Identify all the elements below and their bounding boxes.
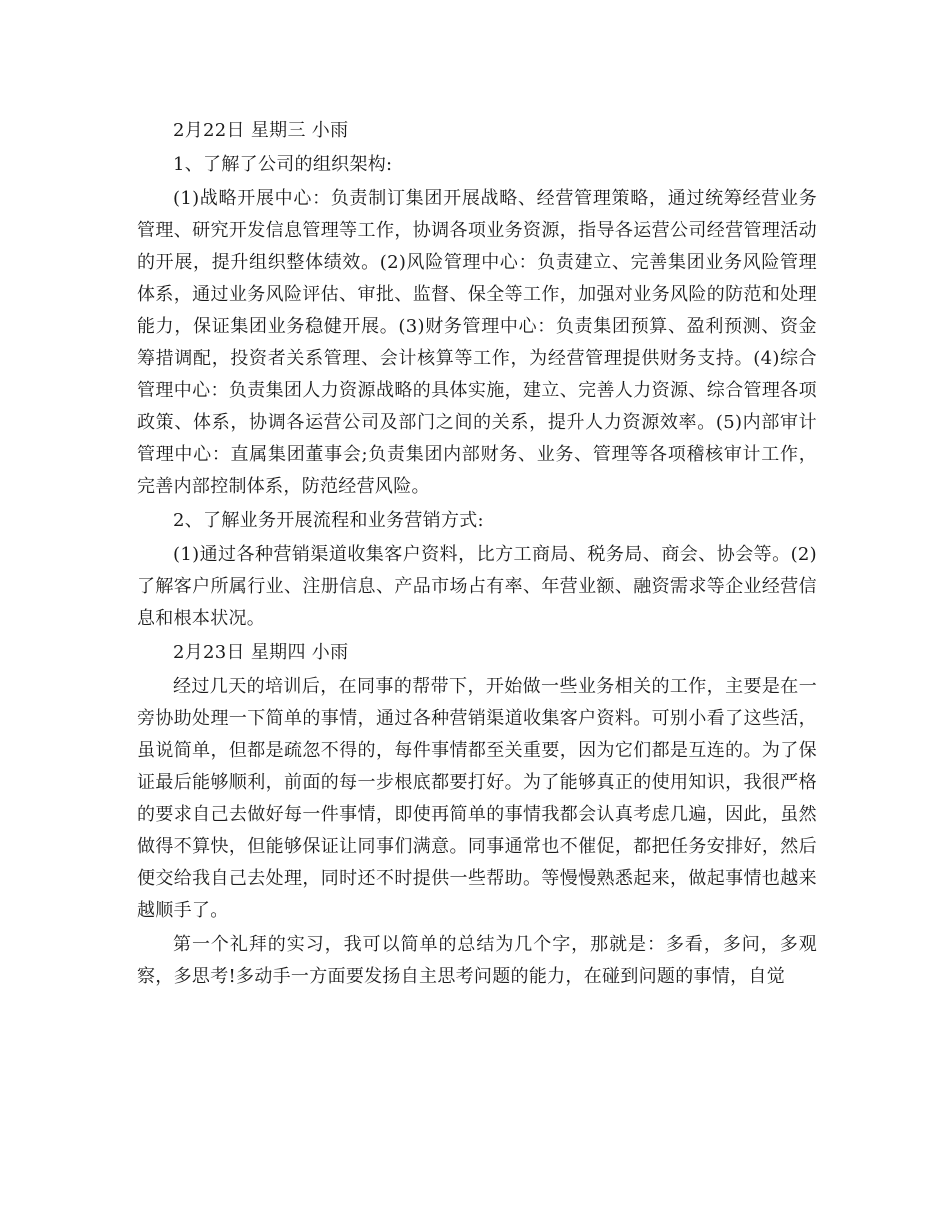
body-paragraph: (1)战略开展中心：负责制订集团开展战略、经营管理策略，通过统筹经营业务管理、研究开发信息管理等工作，协调各项业务资源，指导各运营公司经营管理活动的开展，提升组织整体绩效。(2)风险管理中心：负责建立、完善集团业务风险管理体系，通过业务风险评估、审批、监督、保全等工作，加强对业务风险的防范和处理能力，保证集团业务稳健开展。(3)财务管理中心：负责集团预算、盈利预测、资金筹措调配，投资者关系管理、会计核算等工作，为经营管理提供财务支持。(4)综合管理中心：负责集团人力资源战略的具体实施，建立、完善人力资源、综合管理各项政策、体系，协调各运营公司及部门之间的关系，提升人力资源效率。(5)内部审计管理中心：直属集团董事会;负责集团内部财务、业务、管理等各项稽核审计工作，完善内部控制体系，防范经营风险。 (137, 188, 817, 497)
diary-date-heading: 2月23日 星期四 小雨 (173, 642, 349, 663)
document-body (137, 115, 817, 995)
body-paragraph: 经过几天的培训后，在同事的帮带下，开始做一些业务相关的工作，主要是在一旁协助处理一下简单的事情，通过各种营销渠道收集客户资料。可别小看了这些活，虽说简单，但都是疏忽不得的，每件事情都至关重要，因为它们都是互连的。为了保证最后能够顺利，前面的每一步根底都要打好。为了能够真正的使用知识，我很严格的要求自己去做好每一件事情，即使再简单的事情我都会认真考虑几遍，因此，虽然做得不算快，但能够保证让同事们满意。同事通常也不催促，都把任务安排好，然后便交给我自己去处理，同时还不时提供一些帮助。等慢慢熟悉起来，做起事情也越来越顺手了。 (137, 676, 817, 921)
body-paragraph: (1)通过各种营销渠道收集客户资料，比方工商局、税务局、商会、协会等。(2)了解客户所属行业、注册信息、产品市场占有率、年营业额、融资需求等企业经营信息和根本状况。 (137, 544, 817, 629)
diary-date-heading: 2月22日 星期三 小雨 (173, 120, 349, 141)
section-heading: 2、了解业务开展流程和业务营销方式: (173, 510, 484, 531)
body-paragraph: 第一个礼拜的实习，我可以简单的总结为几个字，那就是：多看，多问，多观察，多思考!多动手一方面要发扬自主思考问题的能力，在碰到问题的事情，自觉 (137, 934, 817, 987)
section-heading: 1、了解了公司的组织架构: (173, 154, 393, 175)
